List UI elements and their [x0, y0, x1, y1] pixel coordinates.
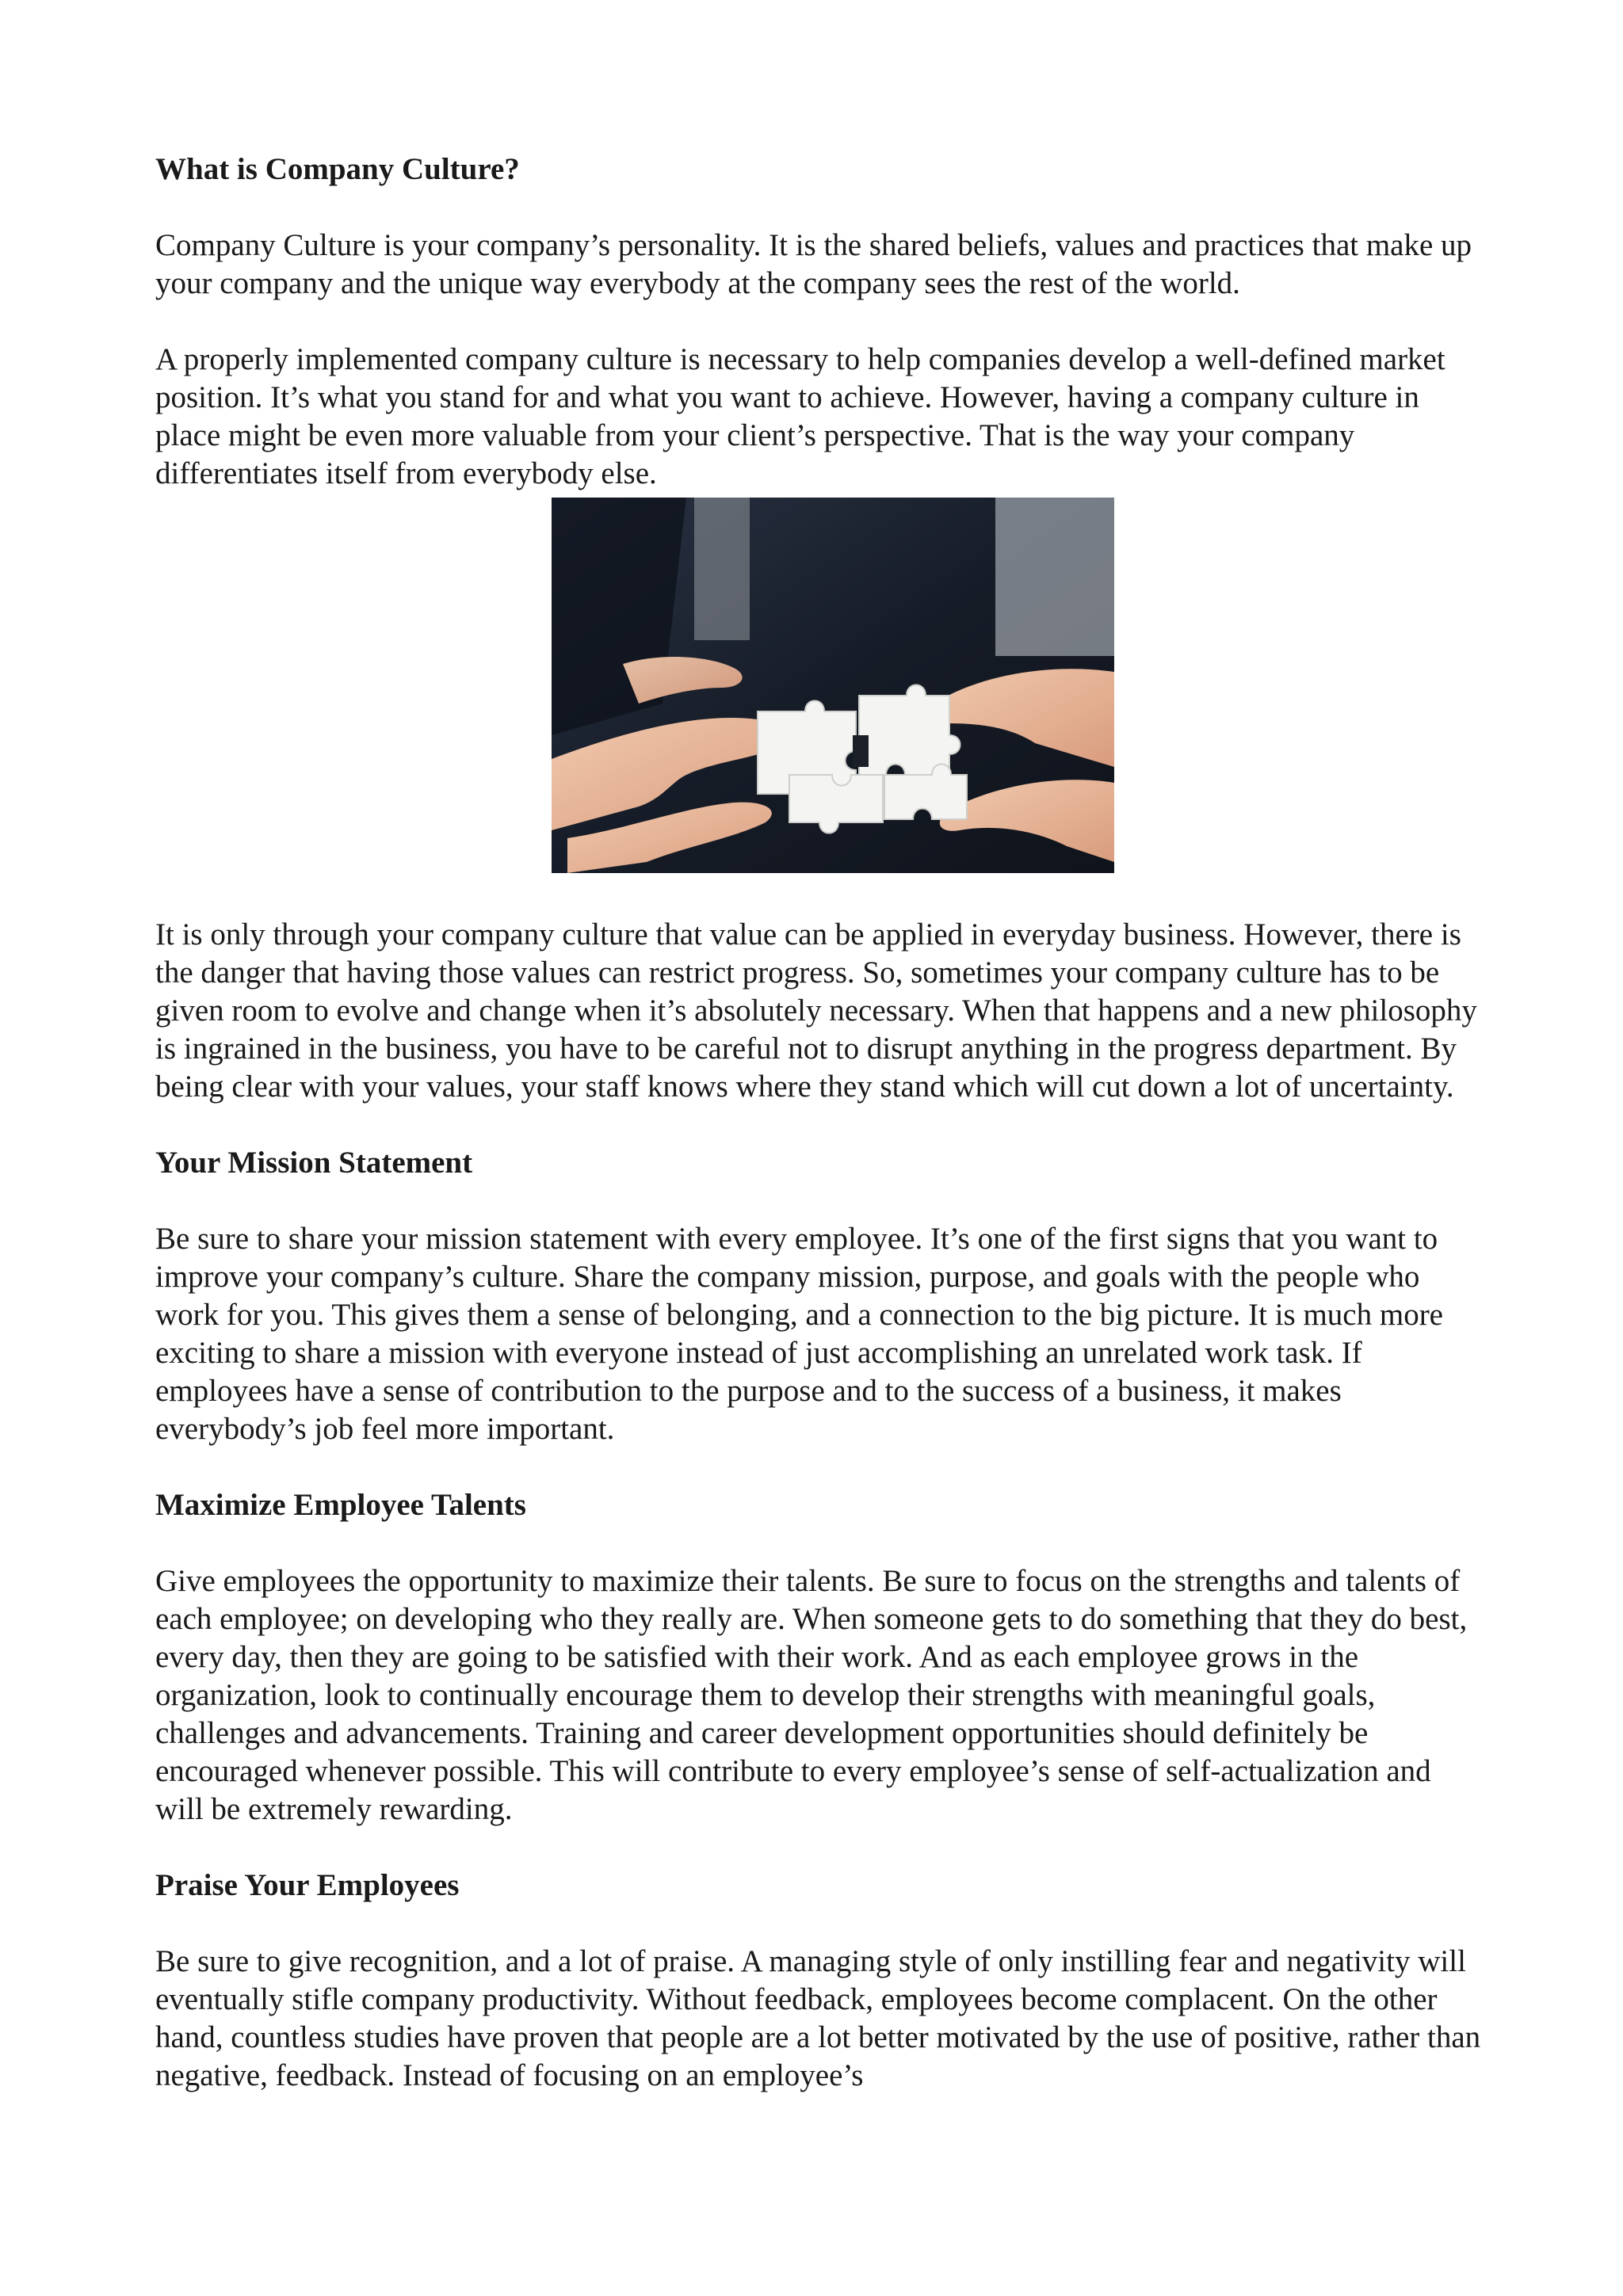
puzzle-hands-photo	[552, 498, 1114, 873]
paragraph-culture-definition: Company Culture is your company’s personality. It is the shared beliefs, values and practices that make up your company and the unique way everybody at the company sees the rest of the world.	[155, 228, 1472, 300]
section-heading-employee-talents: Maximize Employee Talents	[155, 1488, 526, 1522]
paragraph-culture-values: It is only through your company culture that value can be applied in everyday business. However, there is the danger that having those values can restrict progress. So, sometimes your company culture has to be given room to evolve and change when it’s absolutely necessary. When that happens and a new philosophy is ingrained in the business, you have to be careful not to disrupt anything in the progress department. By being clear with your values, your staff knows where they stand which will cut down a lot of uncertainty.	[155, 917, 1477, 1104]
paragraph-culture-market-position: A properly implemented company culture is necessary to help companies develop a well-defined market position. It’s what you stand for and what you want to achieve. However, having a company culture in place might be even more valuable from your client’s perspective. That is the way your company differentiates itself from everybody else.	[155, 342, 1445, 490]
document-page	[155, 151, 1487, 2095]
paragraph-employee-talents: Give employees the opportunity to maximize their talents. Be sure to focus on the strengths and talents of each employee; on developing who they really are. When someone gets to do something that they do best, every day, then they are going to be satisfied with their work. And as each employee grows in the organization, look to continually encourage them to develop their strengths with meaningful goals, challenges and advancements. Training and career development opportunities should definitely be encouraged whenever possible. This will contribute to every employee’s sense of self-actualization and will be extremely rewarding.	[155, 1564, 1468, 1826]
paragraph-praise-employees: Be sure to give recognition, and a lot of praise. A managing style of only instilling fear and negativity will eventually stifle company productivity. Without feedback, employees become complacent. On the other hand, countless studies have proven that people are a lot better motivated by the use of positive, rather than negative, feedback. Instead of focusing on an employee’s	[155, 1944, 1481, 2092]
section-heading-praise-employees: Praise Your Employees	[155, 1868, 460, 1902]
section-heading-mission-statement: Your Mission Statement	[155, 1146, 473, 1180]
figure-container	[155, 498, 1487, 878]
paragraph-mission-statement: Be sure to share your mission statement with every employee. It’s one of the first signs that you want to improve your company’s culture. Share the company mission, purpose, and goals with the people who work for you. This gives them a sense of belonging, and a connection to the big picture. It is much more exciting to share a mission with everyone instead of just accomplishing an unrelated work task. If employees have a sense of contribution to the purpose and to the success of a business, it makes everybody’s job feel more important.	[155, 1222, 1443, 1446]
section-heading-company-culture: What is Company Culture?	[155, 152, 520, 186]
